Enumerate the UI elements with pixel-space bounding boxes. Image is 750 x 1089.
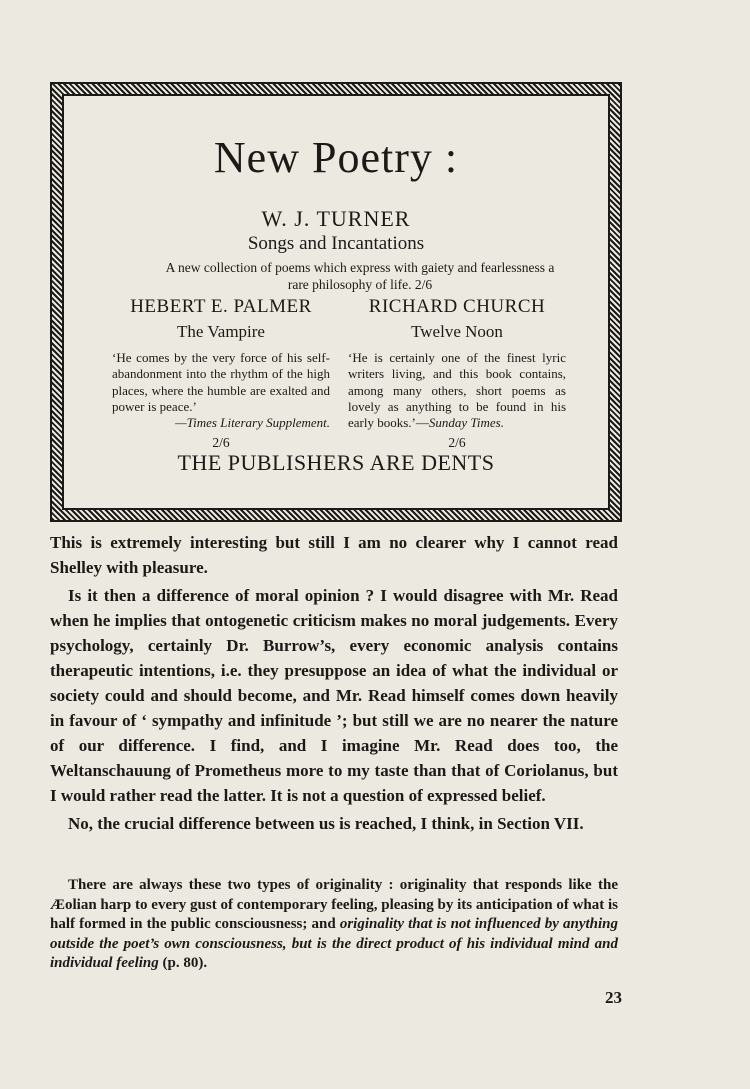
paragraph-3: No, the crucial difference between us is reached, I think, in Section VII.	[68, 814, 584, 833]
publisher-line: THE PUBLISHERS ARE DENTS	[177, 450, 495, 475]
quote-text: There are always these two types of originality : originality that responds like the Æolian harp to every gust of contemporary feeling, pleasing by its anticipation of what is half formed in the public consciousness; and	[50, 877, 618, 932]
quote-emphasis: originality that is not influenced by anything outside the poet’s own consciousness, but is the direct product of his individual mind and individual feeling	[50, 916, 619, 971]
left-review-citation: —Times Literary Supplement.	[175, 415, 330, 431]
advertisement-box	[52, 84, 620, 520]
left-author: HEBERT E. PALMER	[130, 296, 312, 317]
right-price: 2/6	[448, 435, 466, 451]
right-book-title: Twelve Noon	[411, 322, 503, 341]
right-review-citation: Sunday Times.	[428, 415, 504, 431]
page-number: 23	[605, 988, 622, 1007]
featured-book-title: Songs and Incantations	[247, 233, 425, 254]
right-author: RICHARD CHURCH	[368, 296, 546, 317]
right-review-text: ‘He is certainly one of the finest lyric writers living, and this book contains, among many others, short poems as lovely as anything to be found in his early books.’—	[348, 350, 566, 431]
right-column	[348, 296, 566, 451]
featured-author: W. J. TURNER	[261, 206, 411, 231]
right-review-quote	[348, 350, 566, 431]
block-quote	[50, 876, 618, 974]
left-price: 2/6	[212, 435, 230, 451]
article-body	[50, 530, 618, 836]
quote-reference: (p. 80).	[158, 955, 208, 971]
left-column	[112, 296, 330, 451]
left-book-title: The Vampire	[177, 322, 265, 341]
left-review-quote: ‘He comes by the very force of his self-abandonment into the rhythm of the high places, where the humble are exalted and power is peace.’	[112, 350, 330, 414]
ad-title: New Poetry :	[213, 133, 459, 182]
paragraph-1: This is extremely interesting but still I am no clearer why I cannot read Shelley with pleasure.	[50, 533, 618, 577]
featured-description: A new collection of poems which express with gaiety and fearlessness a rare philosophy of life. 2/6	[165, 260, 555, 292]
paragraph-2: Is it then a difference of moral opinion ? I would disagree with Mr. Read when he implies that ontogenetic criticism makes no moral judgements. Every psychology, certainly Dr. Burrow’s, every economic analysis contains therapeutic intentions, i.e. they presuppose an idea of what the individual or society could and should become, and Mr. Read himself comes down heavily in favour of ‘ sympathy and infinitude ’; but still we are no nearer the nature of our difference. I find, and I imagine Mr. Read does too, the Weltanschauung of Prometheus more to my taste than that of Coriolanus, but I would rather read the latter. It is not a question of expressed belief.	[50, 586, 618, 805]
